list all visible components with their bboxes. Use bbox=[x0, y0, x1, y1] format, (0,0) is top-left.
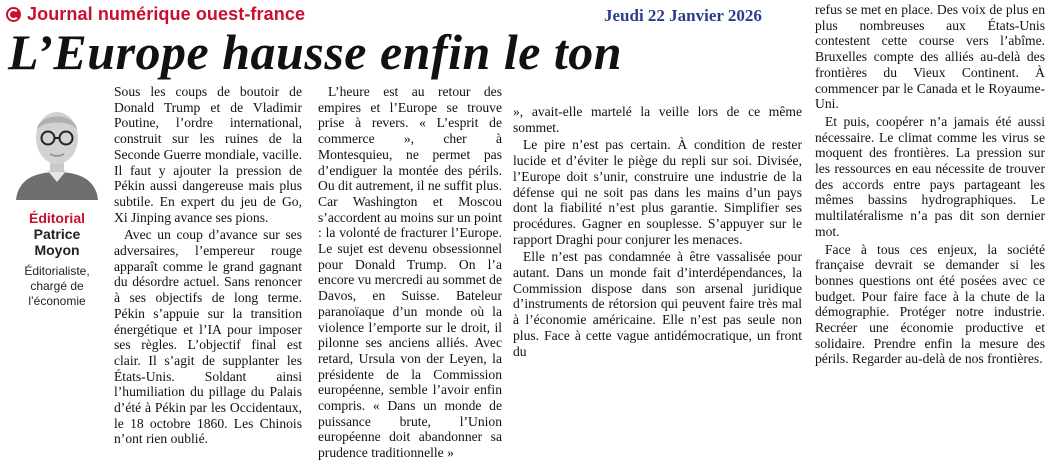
paragraph: », avait-elle martelé la veille lors de ce même sommet. bbox=[513, 104, 802, 135]
author-first-name: Patrice bbox=[33, 226, 81, 242]
byline bbox=[6, 210, 108, 309]
column-3 bbox=[513, 104, 802, 359]
author-portrait-icon bbox=[14, 100, 100, 200]
rubric-label: Éditorial bbox=[28, 210, 85, 226]
paragraph: Et puis, coopérer n’a jamais été aussi nécessaire. Le climat comme les virus se moquent des frontières. La pression sur les ressources en eau nécessite de trouver des accords entre pays partageant les mêmes bassins hydrographiques. Le multilatéralisme n’a pas dit son dernier mot. bbox=[815, 113, 1045, 239]
publication-date: Jeudi 22 Janvier 2026 bbox=[604, 6, 762, 25]
column-2 bbox=[318, 84, 502, 461]
column-1 bbox=[114, 84, 302, 447]
author-role: Éditorialiste, chargé de l’économie bbox=[24, 264, 90, 308]
paragraph: refus se met en place. Des voix de plus en plus nombreuses aux États-Unis contestent cette course vers l’abîme. Bruxelles compte des alliés au-delà des frontières du Vieux Continent. À commencer par le Canada et le Royaume-Uni. bbox=[815, 2, 1045, 112]
paragraph: Elle n’est pas condamnée à être vassalisée pour autant. Dans un monde fait d’interdépendances, la Commission dispose dans son arsenal juridique d’instruments de rétorsion qui peuvent faire très mal à l’économie américaine. Elle n’est pas seule non plus. Face à cette vague antidémocratique, un front du bbox=[513, 249, 802, 359]
paragraph: L’heure est au retour des empires et l’Europe se trouve prise à revers. « L’esprit de commerce », cher à Montesquieu, ne permet pas d’endiguer la montée des périls. Ou dit autrement, il ne suffit plus. Car Washington et Moscou s’accordent au moins sur un point : la volonté de fracturer l’Europe. Le sujet est devenu obsessionnel pour Donald Trump. On l’a encore vu mercredi au sommet de Davos, en Suisse. Bateleur paranoïaque d’un monde où la violence l’emporte sur le droit, il pilonne ses anciens alliés. Avec retard, Ursula von der Leyen, la présidente de la Commission européenne, semble l’avoir enfin compris. « Dans un monde de puissance brute, l’Union européenne doit abandonner sa prudence traditionnelle » bbox=[318, 84, 502, 461]
journal-name: Journal numérique ouest-france bbox=[27, 3, 306, 24]
author-last-name: Moyon bbox=[34, 242, 80, 258]
headline: L’Europe hausse enfin le ton bbox=[8, 24, 623, 80]
ouest-france-logo-icon bbox=[6, 7, 21, 22]
paragraph: Face à tous ces enjeux, la société française devrait se demander si les bonnes questions ont été posées avec ce budget. Pour faire face à la chute de la démographie. Protéger notre industrie. Recréer une économie productive et solidaire. Prendre enfin la mesure des périls. Regarder au-delà de nos frontières. bbox=[815, 241, 1045, 367]
paragraph: Le pire n’est pas certain. À condition de rester lucide et d’éviter le piège du repli sur soi. Divisée, l’Europe doit s’unir, construire une industrie de la défense qui ne soit pas dans les mains d’un pays dont la fiabilité n’est plus garantie. Simplifier ses procédures. Gagner en souplesse. S’appuyer sur le rapport Draghi pour conjurer les menaces. bbox=[513, 137, 802, 247]
paragraph: Avec un coup d’avance sur ses adversaires, l’empereur rouge apparaît comme le grand gagnant du désordre actuel. Sans renoncer à ses objectifs de long terme. Pékin s’appuie sur la transition énergétique et l’IA pour imposer ses règles. L’objectif final est clair. Il s’agit de supplanter les États-Unis. Soldant ainsi l’humiliation du pillage du Palais d’été à Pékin par les Occidentaux, le 18 octobre 1860. Les Chinois n’ont rien oublié. bbox=[114, 227, 302, 447]
column-4 bbox=[815, 2, 1045, 367]
paragraph: Sous les coups de boutoir de Donald Trump et de Vladimir Poutine, l’ordre international, construit sur les ruines de la Seconde Guerre mondiale, vacille. Il faut y ajouter la pression de Pékin aussi dangereuse mais plus subtile. En expert du jeu de Go, Xi Jinping avance ses pions. bbox=[114, 84, 302, 225]
author-portrait bbox=[14, 100, 100, 200]
